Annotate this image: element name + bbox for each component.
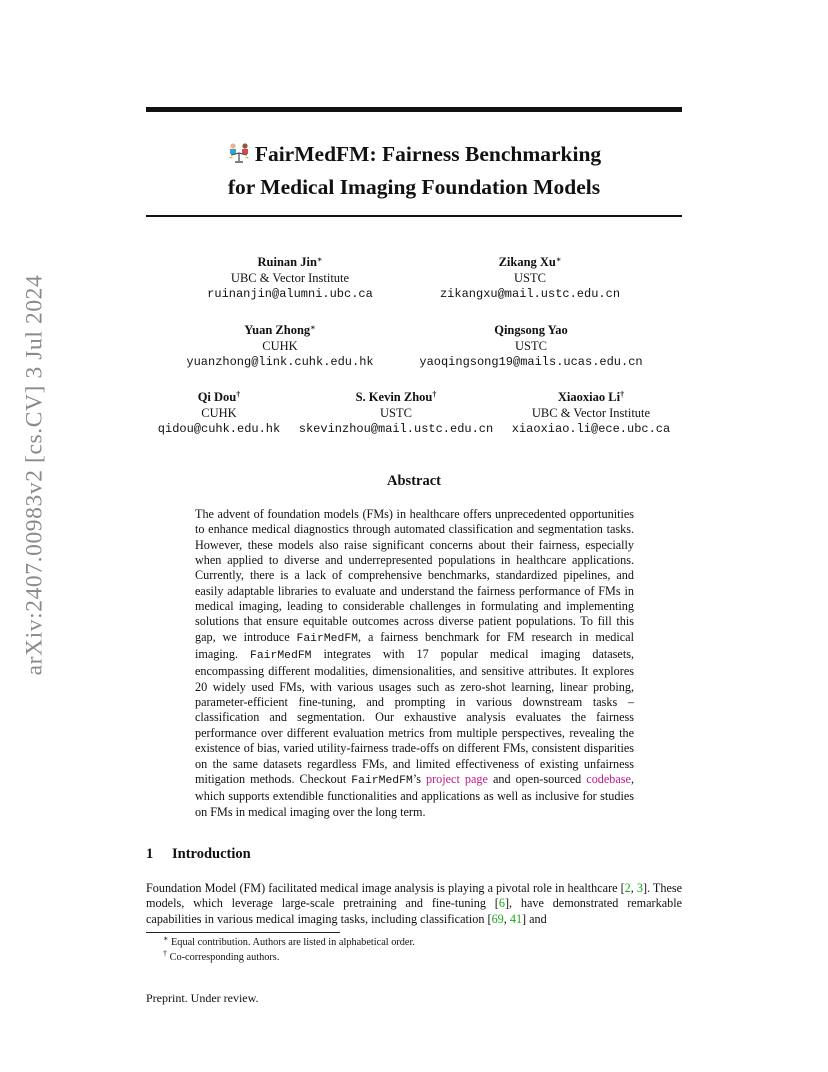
author-email[interactable]: ruinanjin@alumni.ubc.ca bbox=[207, 287, 373, 301]
footnote-rule bbox=[146, 932, 340, 933]
author-email[interactable]: yaoqingsong19@mails.ucas.edu.cn bbox=[419, 355, 643, 369]
citation-link[interactable]: 2 bbox=[624, 881, 631, 895]
paper-title bbox=[146, 139, 682, 202]
author-email[interactable]: zikangxu@mail.ustc.edu.cn bbox=[439, 287, 621, 301]
author-block-qingsong-yao: Qingsong Yao USTC yaoqingsong19@mails.ucas.edu.cn bbox=[419, 323, 643, 369]
author-block-ruinan-jin: Ruinan Jin∗ UBC & Vector Institute ruinanjin@alumni.ubc.ca bbox=[207, 255, 373, 301]
introduction-text: Foundation Model (FM) facilitated medical image analysis is playing a pivotal role in healthcare [2, 3]. These models, which leverage large-scale pretraining and fine-tuning [6], have demonstrated remarkable capabilities in various medical imaging tasks, including classification [69, 41] and bbox=[146, 881, 683, 926]
arxiv-identifier-stamp: arXiv:2407.00983v2 [cs.CV] 3 Jul 2024 bbox=[21, 274, 48, 676]
citation-link[interactable]: 6 bbox=[498, 896, 505, 911]
author-affiliation: USTC bbox=[514, 271, 546, 285]
author-affiliation: CUHK bbox=[262, 339, 298, 353]
section-heading-introduction: 1 Introduction bbox=[146, 846, 251, 862]
code-name: FairMedFM bbox=[351, 774, 413, 787]
author-block-qi-dou: Qi Dou† CUHK qidou@cuhk.edu.hk bbox=[157, 390, 281, 436]
author-affiliation: UBC & Vector Institute bbox=[531, 406, 651, 420]
author-block-zikang-xu: Zikang Xu∗ USTC zikangxu@mail.ustc.edu.cn bbox=[439, 255, 621, 301]
citation-link[interactable]: 69 bbox=[491, 911, 504, 926]
footnote-corresponding: † Co-corresponding authors. bbox=[163, 949, 280, 963]
doctors-scale-icon bbox=[227, 142, 251, 172]
author-affiliation: CUHK bbox=[201, 406, 237, 420]
footnote-equal-contribution: ∗ Equal contribution. Authors are listed in alphabetical order. bbox=[163, 934, 415, 948]
citation-link[interactable]: 41 bbox=[509, 911, 523, 926]
code-name: FairMedFM bbox=[249, 650, 312, 663]
author-block-s-kevin-zhou: S. Kevin Zhou† USTC skevinzhou@mail.ustc.edu.cn bbox=[298, 390, 494, 436]
preprint-notice: Preprint. Under review. bbox=[146, 991, 259, 1005]
code-name: FairMedFM bbox=[296, 632, 359, 645]
title-top-rule bbox=[146, 107, 682, 112]
author-email[interactable]: qidou@cuhk.edu.hk bbox=[157, 422, 281, 436]
project-page-link[interactable]: project page bbox=[426, 771, 488, 786]
abstract-heading: Abstract bbox=[387, 473, 441, 489]
author-email[interactable]: yuanzhong@link.cuhk.edu.hk bbox=[186, 355, 374, 369]
citation-link[interactable]: 3 bbox=[636, 881, 643, 895]
author-email[interactable]: skevinzhou@mail.ustc.edu.cn bbox=[298, 422, 494, 436]
title-bottom-rule bbox=[146, 215, 682, 217]
author-affiliation: UBC & Vector Institute bbox=[230, 271, 350, 285]
author-affiliation: USTC bbox=[380, 406, 412, 420]
codebase-link[interactable]: codebase bbox=[586, 771, 631, 786]
title-line-2: for Medical Imaging Foundation Models bbox=[227, 175, 601, 199]
author-block-xiaoxiao-li: Xiaoxiao Li† UBC & Vector Institute xiaoxiao.li@ece.ubc.ca bbox=[511, 390, 671, 436]
abstract-text: The advent of foundation models (FMs) in healthcare offers unprecedented opportunities to enhance medical diagnostics through automated classification and segmentation tasks. However, these models also raise significant concerns about their fairness, especially when applied to diverse and underrepresented populations in healthcare applications. Currently, there is a lack of comprehensive benchmarks, standardized pipelines, and easily adaptable libraries to evaluate and understand the fairness performance of FMs in medical imaging, leading to considerable challenges in formulating and implementing solutions that ensure equitable outcomes across diverse patient populations. To fill this gap, we introduce FairMedFM, a fairness benchmark for FM research in medical imaging. FairMedFM integrates with 17 popular medical imaging datasets, encompassing different modalities, dimensionalities, and sensitive attributes. It explores 20 widely used FMs, with various usages such as zero-shot learning, linear probing, parameter-efficient fine-tuning, and prompting in various downstream tasks – classification and segmentation. Our exhaustive analysis evaluates the fairness performance over different evaluation metrics from multiple perspectives, revealing the existence of bias, varied utility-fairness trade-offs on different FMs, consistent disparities on the same datasets regardless FMs, and limited effectiveness of existing unfairness mitigation methods. Checkout FairMedFM’s project page and open-sourced codebase, which supports extendible functionalities and applications as well as inclusive for studies on FMs in medical imaging over the long term. bbox=[195, 507, 635, 819]
title-line-1: FairMedFM: Fairness Benchmarking bbox=[254, 142, 602, 166]
author-affiliation: USTC bbox=[515, 339, 547, 353]
author-block-yuan-zhong: Yuan Zhong∗ CUHK yuanzhong@link.cuhk.edu.hk bbox=[186, 323, 374, 369]
author-email[interactable]: xiaoxiao.li@ece.ubc.ca bbox=[511, 422, 671, 436]
